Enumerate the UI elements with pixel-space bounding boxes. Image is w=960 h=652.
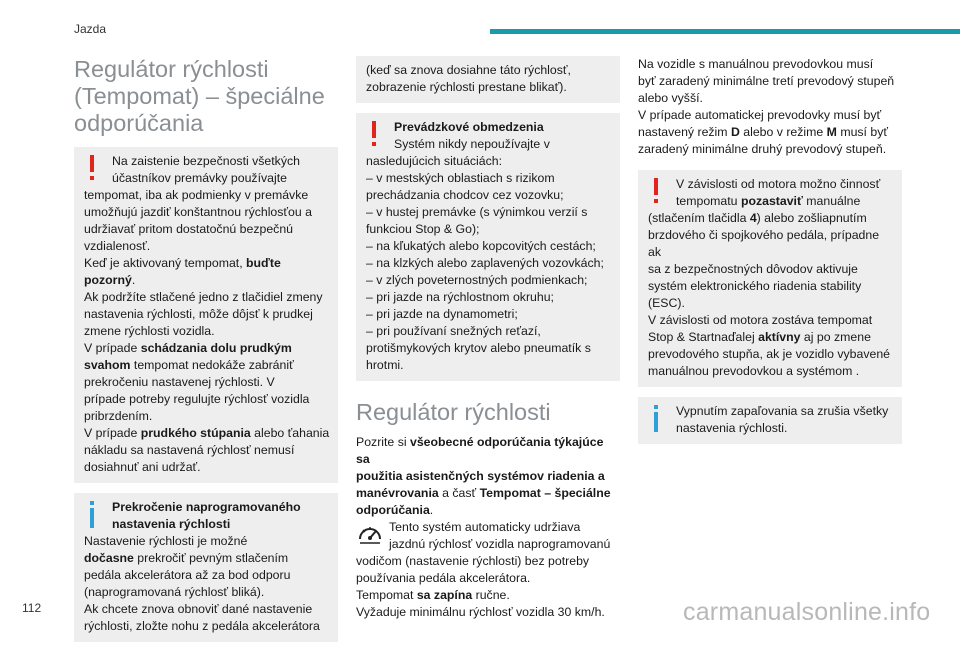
exclamation-icon [648, 176, 670, 206]
continued-text: (keď sa znova dosiahne táto rýchlosť, zobrazenie rýchlosti prestane blikať). [366, 63, 571, 94]
column-3 [638, 56, 902, 454]
info-box-continued [356, 56, 620, 103]
exclamation-icon [366, 119, 388, 149]
cruise-control-body: Pozrite si všeobecné odporúčania týkajúce sa použitia asistenčných systémov riadenia a manévrovania a časť Tempomat – špeciálne odporúčania. Tento systém automaticky udržiava jazdnú rýchlosť vozidla naprogramovanú vodičom (nastavenie rýchlosti) bez potreby používania pedála akcelerátora. Tempomat sa zapína ručne. Vyžaduje minimálnu rýchlosť vozidla 30 km/h. [356, 435, 611, 619]
warning-box-limitations [356, 113, 620, 381]
warning-box-safety [74, 147, 338, 483]
gearbox-requirements: Na vozidle s manuálnou prevodovkou musí byť zaradený minimálne tretí prevodový stupeň alebo vyšší. V prípade automatickej prevodovky musí byť nastavený režim D alebo v režime M musí byť zaradený minimálne druhý prevodový stupeň. [638, 57, 895, 156]
info-icon [648, 403, 670, 433]
header-accent-bar [490, 29, 960, 34]
warning-text: Na zaistenie bezpečnosti všetkých účastníkov premávky používajte tempomat, iba ak podmienky v premávke umožňujú jazdiť konštantnou rýchlosťou a udržiavať pritom dostatočnú bezpečnú vzdialenosť. Keď je aktivovaný tempomat, buďte pozorný. Ak podržíte stlačené jedno z tlačidiel zmeny nastavenia rýchlosti, môže dôjsť k prudkej zmene rýchlosti vozidla. V prípade schádzania dolu prudkým svahom tempomat nedokáže zabrániť prekročeniu nastavenej rýchlosti. V prípade potreby regulujte rýchlosť vozidla pribrzdením. V prípade prudkého stúpania alebo ťahania nákladu sa nastavená rýchlosť nemusí dosiahnuť ani udržať. [84, 154, 330, 474]
info-icon [84, 499, 106, 529]
ignition-text: Vypnutím zapaľovania sa zrušia všetky nastavenia rýchlosti. [676, 404, 889, 435]
watermark: carmanualsonline.info [683, 598, 931, 626]
limitations-text: Prevádzkové obmedzenia Systém nikdy nepoužívajte v nasledujúcich situáciách: – v mestských oblastiach s rizikom prechádzania chodcov cez vozovku; – v hustej premávke (s výnimkou verzií s funkciou Stop & Go); – na kľukatých alebo kopcovitých cestách; – na klzkých alebo zaplavených vozovkách; – v zlých poveternostných podmienkach; – pri jazde na rýchlostnom okruhu; – pri jazde na dynamometri; – pri používaní snežných reťazí, protišmykových krytov alebo pneumatík s hrotmi. [366, 120, 604, 372]
info-box-ignition [638, 397, 902, 444]
column-2 [356, 56, 620, 621]
section-title: Regulátor rýchlosti [356, 399, 551, 425]
info-box-overspeed [74, 493, 338, 642]
column-1 [74, 56, 338, 652]
suspend-text: V závislosti od motora možno činnosť tempomatu pozastaviť manuálne (stlačením tlačidla 4) alebo zošliapnutím brzdového či spojkového pedála, prípadne ak sa z bezpečnostných dôvodov aktivuje systém elektronického riadenia stability (ESC). V závislosti od motora zostáva tempomat Stop & Startnaďalej aktívny aj po zmene prevodového stupňa, ak je vozidlo vybavené manuálnou prevodovkou a systémom . [648, 177, 890, 378]
page-title: Regulátor rýchlosti (Tempomat) – špeciálne odporúčania [74, 56, 325, 136]
exclamation-icon [84, 153, 106, 183]
warning-box-suspend [638, 170, 902, 387]
info-text: Prekročenie naprogramovaného nastavenia rýchlosti Nastavenie rýchlosti je možné dočasne prekročiť pevným stlačením pedála akcelerátora až za bod odporu (naprogramovaná rýchlosť bliká). Ak chcete znova obnoviť dané nastavenie rýchlosti, zložte nohu z pedála akcelerátora [84, 500, 320, 633]
page-number: 112 [22, 601, 42, 615]
section-label: Jazda [74, 22, 107, 36]
cruise-control-icon [356, 521, 384, 549]
